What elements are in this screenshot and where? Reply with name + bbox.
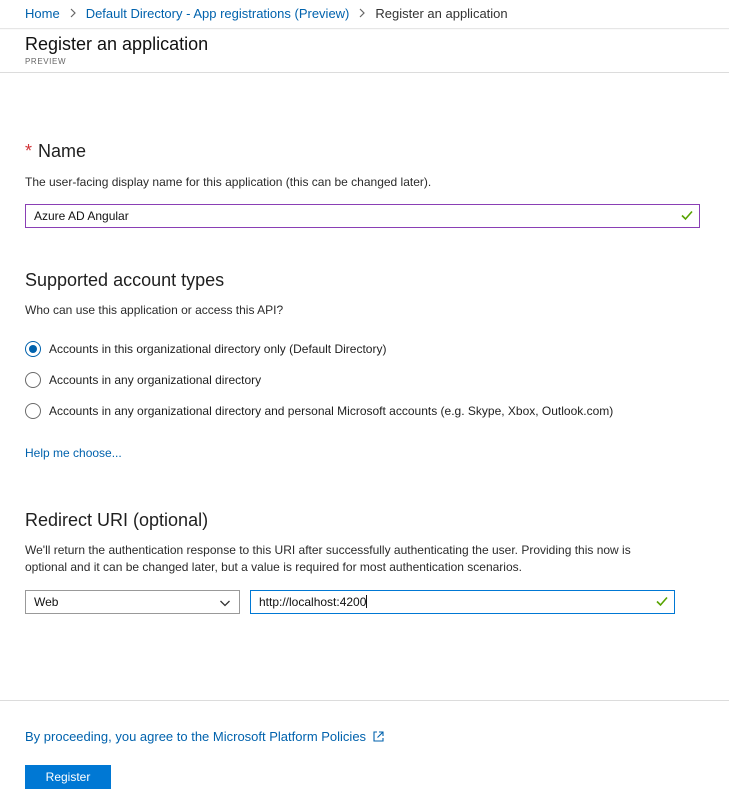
redirect-uri-description-line1: We'll return the authentication response to this URI after successfully authenticating the user. Providing this now is [25, 543, 631, 557]
radio-button-selected[interactable] [25, 341, 41, 357]
name-description: The user-facing display name for this application (this can be changed later). [25, 175, 432, 189]
register-button[interactable]: Register [25, 765, 111, 789]
name-heading-label: Name [38, 141, 87, 161]
help-me-choose-link[interactable]: Help me choose... [25, 446, 122, 460]
platform-policies-link-text: By proceeding, you agree to the Microsoft Platform Policies [25, 729, 367, 744]
platform-policies-link[interactable] [25, 729, 385, 744]
breadcrumb-bar [0, 0, 729, 29]
account-types-heading: Supported account types [25, 270, 225, 290]
breadcrumb-current: Register an application [375, 6, 508, 21]
redirect-uri-description-line2: optional and it can be changed later, but a value is required for most authentication scenarios. [25, 560, 522, 574]
page-title: Register an application [25, 34, 209, 54]
breadcrumb-home[interactable]: Home [25, 6, 60, 21]
name-input[interactable] [25, 204, 700, 228]
chevron-right-icon [355, 7, 369, 21]
radio-label: Accounts in any organizational directory [49, 373, 262, 387]
radio-option-single-tenant[interactable] [25, 341, 386, 357]
radio-option-multi-tenant-personal[interactable] [25, 403, 613, 419]
footer-divider [0, 700, 729, 701]
breadcrumb-app-registrations[interactable]: Default Directory - App registrations (Preview) [85, 6, 350, 21]
breadcrumb [25, 6, 508, 21]
redirect-uri-heading: Redirect URI (optional) [25, 510, 209, 530]
redirect-uri-input-value [259, 595, 367, 609]
radio-button[interactable] [25, 403, 41, 419]
check-icon [655, 594, 669, 608]
radio-button[interactable] [25, 372, 41, 388]
name-input-value: Azure AD Angular [34, 209, 129, 223]
chevron-right-icon [66, 7, 80, 21]
text-cursor [366, 595, 367, 608]
account-types-description: Who can use this application or access this API? [25, 303, 284, 317]
platform-select[interactable] [25, 590, 240, 614]
header-divider [0, 72, 729, 73]
redirect-uri-text: http://localhost:4200 [259, 595, 367, 609]
radio-option-multi-tenant[interactable] [25, 372, 261, 388]
platform-select-value: Web [34, 595, 59, 609]
external-link-icon [372, 730, 385, 743]
check-icon [680, 208, 694, 222]
redirect-uri-input[interactable] [250, 590, 675, 614]
name-heading [25, 141, 86, 162]
radio-label: Accounts in any organizational directory and personal Microsoft accounts (e.g. Skype, Xbox, Outlook.com) [49, 404, 614, 418]
radio-label: Accounts in this organizational directory only (Default Directory) [49, 342, 387, 356]
required-mark: * [25, 141, 33, 161]
page-subtitle: PREVIEW [25, 57, 67, 66]
chevron-down-icon [219, 597, 231, 609]
